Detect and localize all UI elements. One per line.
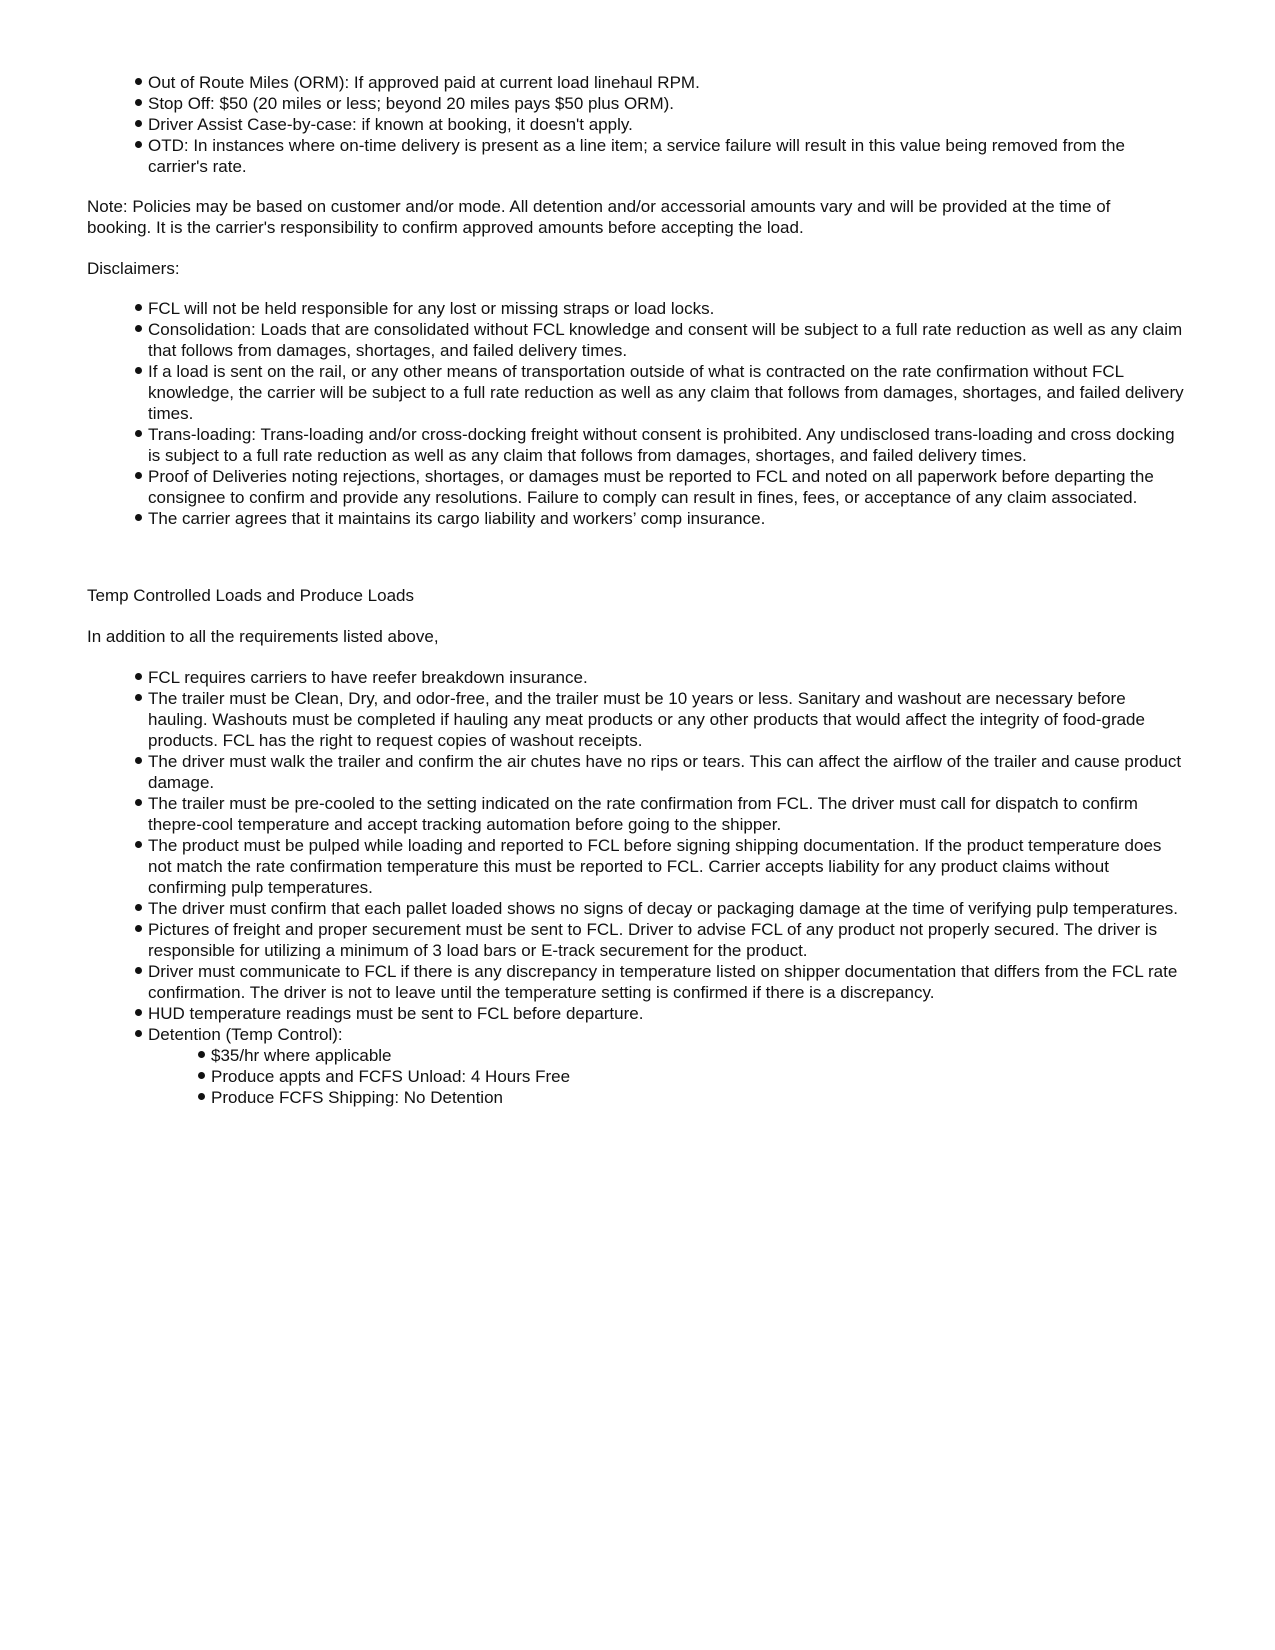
temp-intro: In addition to all the requirements listed above, [87, 627, 439, 646]
sub-list-item: Produce appts and FCFS Unload: 4 Hours Free [211, 1066, 1188, 1087]
list-item: Proof of Deliveries noting rejections, shortages, or damages must be reported to FCL and noted on all paperwork before departing the consignee to confirm and provide any resolutions. Failure to comply can result in fines, fees, or acceptance of any claim associated. [148, 466, 1188, 508]
list-item: Consolidation: Loads that are consolidated without FCL knowledge and consent will be subject to a full rate reduction as well as any claim that follows from damages, shortages, and failed delivery times. [148, 319, 1188, 361]
temp-requirements-list [148, 667, 1188, 1108]
disclaimers-heading: Disclaimers: [87, 259, 180, 278]
list-item: FCL requires carriers to have reefer breakdown insurance. [148, 667, 1188, 688]
list-item-detention [148, 1024, 1188, 1108]
disclaimers-list [148, 298, 1188, 529]
list-item: FCL will not be held responsible for any lost or missing straps or load locks. [148, 298, 1188, 319]
list-item: The driver must walk the trailer and confirm the air chutes have no rips or tears. This can affect the airflow of the trailer and cause product damage. [148, 751, 1188, 793]
list-item: The trailer must be Clean, Dry, and odor-free, and the trailer must be 10 years or less. Sanitary and washout are necessary before hauling. Washouts must be completed if hauling any meat products or any other products that would affect the integrity of food-grade products. FCL has the right to request copies of washout receipts. [148, 688, 1188, 751]
list-item: The product must be pulped while loading and reported to FCL before signing shipping documentation. If the product temperature does not match the rate confirmation temperature this must be reported to FCL. Carrier accepts liability for any product claims without confirming pulp temperatures. [148, 835, 1188, 898]
sub-list-item: $35/hr where applicable [211, 1045, 1188, 1066]
list-item: The trailer must be pre-cooled to the setting indicated on the rate confirmation from FCL. The driver must call for dispatch to confirm thepre-cool temperature and accept tracking automation before going to the shipper. [148, 793, 1188, 835]
list-item: Driver Assist Case-by-case: if known at booking, it doesn't apply. [148, 114, 1188, 135]
list-item: Trans-loading: Trans-loading and/or cross-docking freight without consent is prohibited. Any undisclosed trans-loading and cross docking is subject to a full rate reduction as well as any claim that follows from damages, shortages, and failed delivery times. [148, 424, 1188, 466]
sub-list-item: Produce FCFS Shipping: No Detention [211, 1087, 1188, 1108]
list-item: The carrier agrees that it maintains its cargo liability and workers’ comp insurance. [148, 508, 1188, 529]
list-item: Stop Off: $50 (20 miles or less; beyond 20 miles pays $50 plus ORM). [148, 93, 1188, 114]
note-paragraph: Note: Policies may be based on customer and/or mode. All detention and/or accessorial amounts vary and will be provided at the time of booking. It is the carrier's responsibility to confirm approved amounts before accepting the load. [87, 197, 1111, 237]
list-item: Pictures of freight and proper securement must be sent to FCL. Driver to advise FCL of any product not properly secured. The driver is responsible for utilizing a minimum of 3 load bars or E-track securement for the product. [148, 919, 1188, 961]
list-item: Driver must communicate to FCL if there is any discrepancy in temperature listed on shipper documentation that differs from the FCL rate confirmation. The driver is not to leave until the temperature setting is confirmed if there is a discrepancy. [148, 961, 1188, 1003]
list-item: OTD: In instances where on-time delivery is present as a line item; a service failure will result in this value being removed from the carrier's rate. [148, 135, 1188, 177]
accessorials-list [148, 72, 1188, 177]
detention-label: Detention (Temp Control): [148, 1025, 343, 1044]
detention-sublist [211, 1045, 1188, 1108]
list-item: The driver must confirm that each pallet loaded shows no signs of decay or packaging damage at the time of verifying pulp temperatures. [148, 898, 1188, 919]
list-item: Out of Route Miles (ORM): If approved paid at current load linehaul RPM. [148, 72, 1188, 93]
temp-heading: Temp Controlled Loads and Produce Loads [87, 586, 414, 605]
list-item: HUD temperature readings must be sent to FCL before departure. [148, 1003, 1188, 1024]
list-item: If a load is sent on the rail, or any other means of transportation outside of what is contracted on the rate confirmation without FCL knowledge, the carrier will be subject to a full rate reduction as well as any claim that follows from damages, shortages, and failed delivery times. [148, 361, 1188, 424]
